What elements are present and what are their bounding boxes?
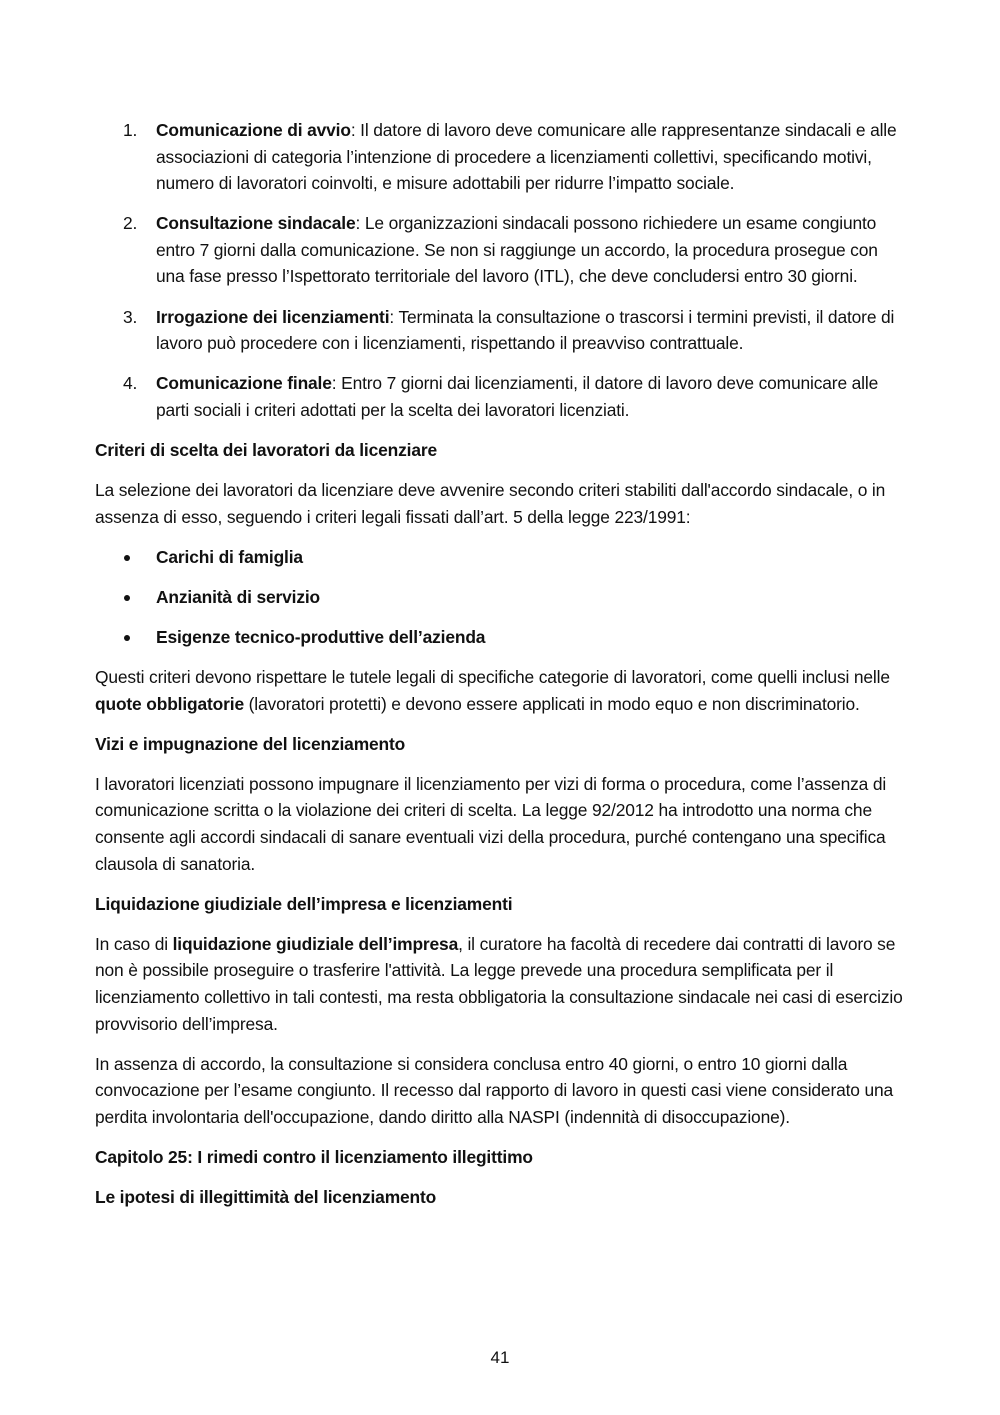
list-item-title: Comunicazione di avvio bbox=[156, 120, 351, 140]
paragraph-text: In caso di bbox=[95, 933, 173, 954]
section-heading-vizi: Vizi e impugnazione del licenziamento bbox=[95, 733, 406, 754]
bullet-icon bbox=[124, 555, 130, 561]
vizi-paragraph: I lavoratori licenziati possono impugnare il licenziamento per vizi di forma o procedura, come l’assenza di comunicazione scritta o la violazione dei criteri di scelta. La legge 92/2012 ha introdotto una norma che consente agli accordi sindacali di sanare eventuali vizi della procedura, purché contengano una specifica clausola di sanatoria. bbox=[95, 773, 887, 874]
list-item-number: 2. bbox=[123, 213, 138, 234]
list-item-text: : Terminata la consultazione o trascorsi i termini previsti, il datore di lavoro può procedere con i licenziamenti, rispettando il preavviso contrattuale. bbox=[156, 306, 895, 354]
list-item-title: Comunicazione finale bbox=[156, 373, 332, 394]
paragraph-bold-text: liquidazione giudiziale dell’impresa bbox=[172, 933, 459, 954]
liquidazione-paragraph-1 bbox=[95, 931, 905, 1037]
list-item-text: : Il datore di lavoro deve comunicare alle rappresentanze sindacali e alle associazioni di categoria l’intenzione di procedere a licenziamenti collettivi, specificando motivi, numero di lavoratori coinvolti, e misure adottabili per ridurre l’impatto sociale. bbox=[156, 120, 897, 194]
bullet-item bbox=[95, 624, 905, 651]
procedure-steps-list bbox=[95, 117, 905, 423]
bullet-item-text: Carichi di famiglia bbox=[156, 546, 303, 567]
criteri-outro-paragraph bbox=[95, 664, 905, 717]
paragraph-text: , il curatore ha facoltà di recedere dai contratti di lavoro se non è possibile proseguire o trasferire l'attività. La legge prevede una procedura semplificata per il licenziamento collettivo in tali contesti, ma resta obbligatoria la consultazione sindacale nei casi di esercizio provvisorio dell’impresa. bbox=[95, 933, 903, 1034]
list-item-text: : Entro 7 giorni dai licenziamenti, il datore di lavoro deve comunicare alle parti sociali i criteri adottati per la scelta dei lavoratori licenziati. bbox=[156, 373, 879, 420]
list-item bbox=[95, 210, 905, 290]
section-heading-liquidazione: Liquidazione giudiziale dell’impresa e licenziamenti bbox=[95, 893, 513, 914]
chapter-heading: Capitolo 25: I rimedi contro il licenziamento illegittimo bbox=[95, 1146, 533, 1167]
bullet-item-text: Anzianità di servizio bbox=[156, 586, 321, 607]
paragraph-text: (lavoratori protetti) e devono essere applicati in modo equo e non discriminatorio. bbox=[243, 693, 860, 714]
list-item bbox=[95, 304, 905, 357]
liquidazione-paragraph-2: In assenza di accordo, la consultazione si considera conclusa entro 40 giorni, o entro 10 giorni dalla convocazione per l’esame congiunto. Il recesso dal rapporto di lavoro in questi casi viene considerato una perdita involontaria dell'occupazione, dando diritto alla NASPI (indennità di disoccupazione). bbox=[95, 1053, 894, 1127]
bullet-item-text: Esigenze tecnico-produttive dell’azienda bbox=[156, 626, 486, 647]
list-item-title: Consultazione sindacale bbox=[156, 213, 356, 234]
paragraph-bold-text: quote obbligatorie bbox=[95, 693, 244, 714]
list-item bbox=[95, 117, 905, 197]
list-item-text: : Le organizzazioni sindacali possono richiedere un esame congiunto entro 7 giorni dalla comunicazione. Se non si raggiunge un accordo, la procedura prosegue con una fase presso l’Ispettorato territoriale del lavoro (ITL), che deve concludersi entro 30 giorni. bbox=[156, 213, 878, 287]
list-item-number: 4. bbox=[123, 373, 138, 394]
criteri-intro-paragraph: La selezione dei lavoratori da licenziare deve avvenire secondo criteri stabiliti dall'accordo sindacale, o in assenza di esso, seguendo i criteri legali fissati dall’art. 5 della legge 223/1991: bbox=[95, 480, 886, 527]
list-item-number: 3. bbox=[123, 306, 138, 327]
bullet-item bbox=[95, 544, 905, 571]
list-item-title: Irrogazione dei licenziamenti bbox=[156, 306, 390, 327]
criteri-bullet-list bbox=[95, 544, 905, 651]
bullet-icon bbox=[124, 635, 130, 641]
bullet-item bbox=[95, 584, 905, 611]
subheading-ipotesi: Le ipotesi di illegittimità del licenziamento bbox=[95, 1187, 437, 1207]
bullet-icon bbox=[124, 595, 130, 601]
list-item bbox=[95, 370, 905, 423]
paragraph-text: Questi criteri devono rispettare le tutele legali di specifiche categorie di lavoratori, come quelli inclusi nelle bbox=[95, 667, 890, 687]
section-heading-criteri: Criteri di scelta dei lavoratori da licenziare bbox=[95, 439, 438, 460]
list-item-number: 1. bbox=[123, 120, 138, 140]
page-number: 41 bbox=[490, 1348, 510, 1367]
page-content bbox=[95, 117, 905, 1224]
